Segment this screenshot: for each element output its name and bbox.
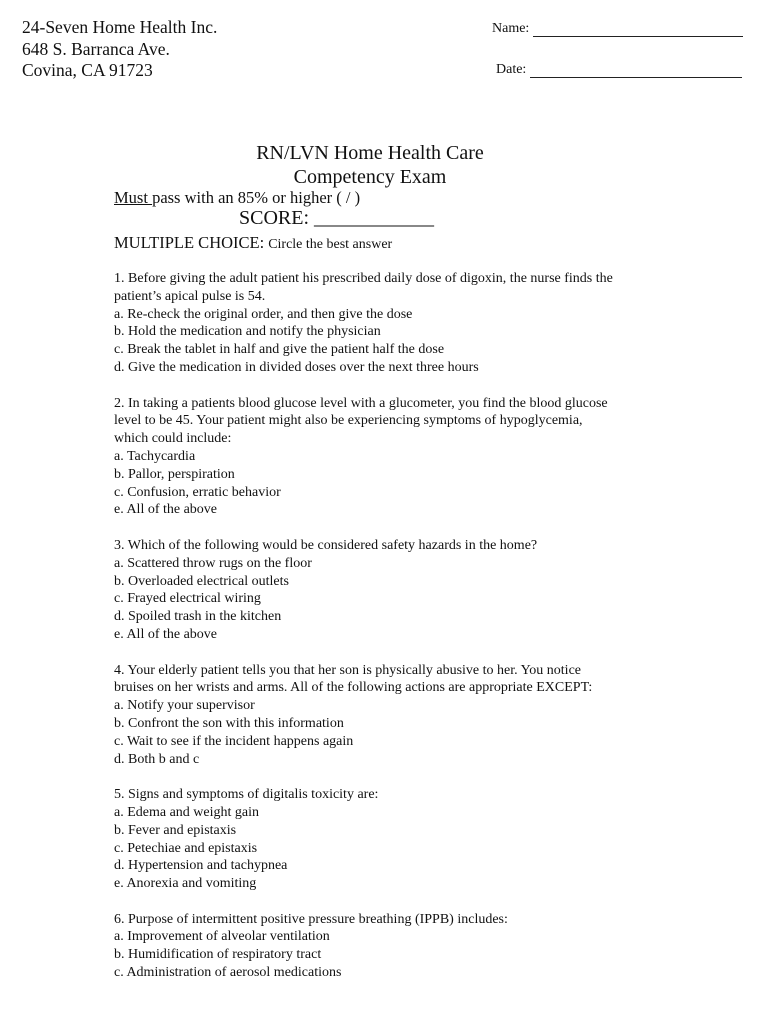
answer-option[interactable]: e. Anorexia and vomiting <box>114 876 257 892</box>
answer-option[interactable]: a. Notify your supervisor <box>114 698 255 714</box>
answer-option[interactable]: c. Confusion, erratic behavior <box>114 484 281 500</box>
question-4 <box>114 662 674 769</box>
exam-title-line2: Competency Exam <box>293 166 447 188</box>
answer-option[interactable]: a. Scattered throw rugs on the floor <box>114 555 312 571</box>
answer-option[interactable]: e. All of the above <box>114 626 218 642</box>
question-stem-line: 4. Your elderly patient tells you that her son is physically abusive to her. You notice <box>114 662 582 678</box>
answer-option[interactable]: b. Fever and epistaxis <box>114 822 237 838</box>
answer-option[interactable]: c. Administration of aerosol medications <box>114 965 342 981</box>
answer-option[interactable]: c. Frayed electrical wiring <box>114 591 261 607</box>
must-underlined: Must <box>114 188 153 207</box>
answer-option[interactable]: d. Hypertension and tachypnea <box>114 858 288 874</box>
org-city: Covina, CA 91723 <box>22 60 153 80</box>
answer-option[interactable]: b. Hold the medication and notify the physician <box>114 324 381 340</box>
section-instructions <box>114 233 392 253</box>
answer-option[interactable]: d. Spoiled trash in the kitchen <box>114 609 282 625</box>
answer-option[interactable]: b. Confront the son with this information <box>114 715 344 731</box>
answer-option[interactable]: c. Wait to see if the incident happens again <box>114 733 354 749</box>
pass-requirement <box>114 188 360 208</box>
question-list <box>114 270 674 1000</box>
question-stem-line: 1. Before giving the adult patient his prescribed daily dose of digoxin, the nurse finds the <box>114 271 613 286</box>
answer-option[interactable]: b. Overloaded electrical outlets <box>114 573 289 589</box>
org-street: 648 S. Barranca Ave. <box>22 38 170 59</box>
answer-option[interactable]: d. Give the medication in divided doses over the next three hours <box>114 359 479 375</box>
question-stem-line: level to be 45. Your patient might also be experiencing symptoms of hypoglycemia, <box>114 413 583 429</box>
question-5 <box>114 786 674 893</box>
question-1 <box>114 270 674 377</box>
question-3 <box>114 537 674 644</box>
org-name: 24-Seven Home Health Inc. <box>22 17 218 37</box>
question-stem-line: patient’s apical pulse is 54. <box>114 288 266 304</box>
question-stem-line: 5. Signs and symptoms of digitalis toxicity are: <box>114 787 379 803</box>
answer-option[interactable]: a. Improvement of alveolar ventilation <box>114 929 330 945</box>
section-heading: MULTIPLE CHOICE: <box>114 233 265 252</box>
answer-option[interactable]: d. Both b and c <box>114 751 200 767</box>
question-6 <box>114 911 674 982</box>
answer-option[interactable]: e. All of the above <box>114 502 218 518</box>
organization-address <box>22 17 217 82</box>
question-2 <box>114 395 674 520</box>
exam-title-line1: RN/LVN Home Health Care <box>256 142 484 164</box>
pass-requirement-text: pass with an 85% or higher ( / ) <box>152 188 361 207</box>
answer-option[interactable]: c. Petechiae and epistaxis <box>114 840 258 856</box>
date-blank[interactable] <box>530 63 742 78</box>
answer-option[interactable]: a. Edema and weight gain <box>114 804 260 820</box>
question-stem-line: 2. In taking a patients blood glucose level with a glucometer, you find the blood glucose <box>114 395 608 411</box>
question-stem-line: 3. Which of the following would be considered safety hazards in the home? <box>114 537 538 553</box>
answer-option[interactable]: a. Tachycardia <box>114 448 196 464</box>
answer-option[interactable]: b. Pallor, perspiration <box>114 466 235 482</box>
name-label: Name: <box>492 21 530 36</box>
name-field <box>492 21 743 37</box>
score-line: SCORE: ____________ <box>239 207 435 229</box>
section-note: Circle the best answer <box>268 237 393 252</box>
answer-option[interactable]: c. Break the tablet in half and give the patient half the dose <box>114 342 445 358</box>
name-blank[interactable] <box>533 22 743 37</box>
question-stem-line: which could include: <box>114 431 232 447</box>
answer-option[interactable]: a. Re-check the original order, and then give the dose <box>114 306 413 322</box>
answer-option[interactable]: b. Humidification of respiratory tract <box>114 947 322 963</box>
date-label: Date: <box>496 62 527 77</box>
question-stem-line: 6. Purpose of intermittent positive pressure breathing (IPPB) includes: <box>114 911 508 927</box>
question-stem-line: bruises on her wrists and arms. All of the following actions are appropriate EXCEPT: <box>114 680 593 696</box>
date-field <box>496 62 742 78</box>
